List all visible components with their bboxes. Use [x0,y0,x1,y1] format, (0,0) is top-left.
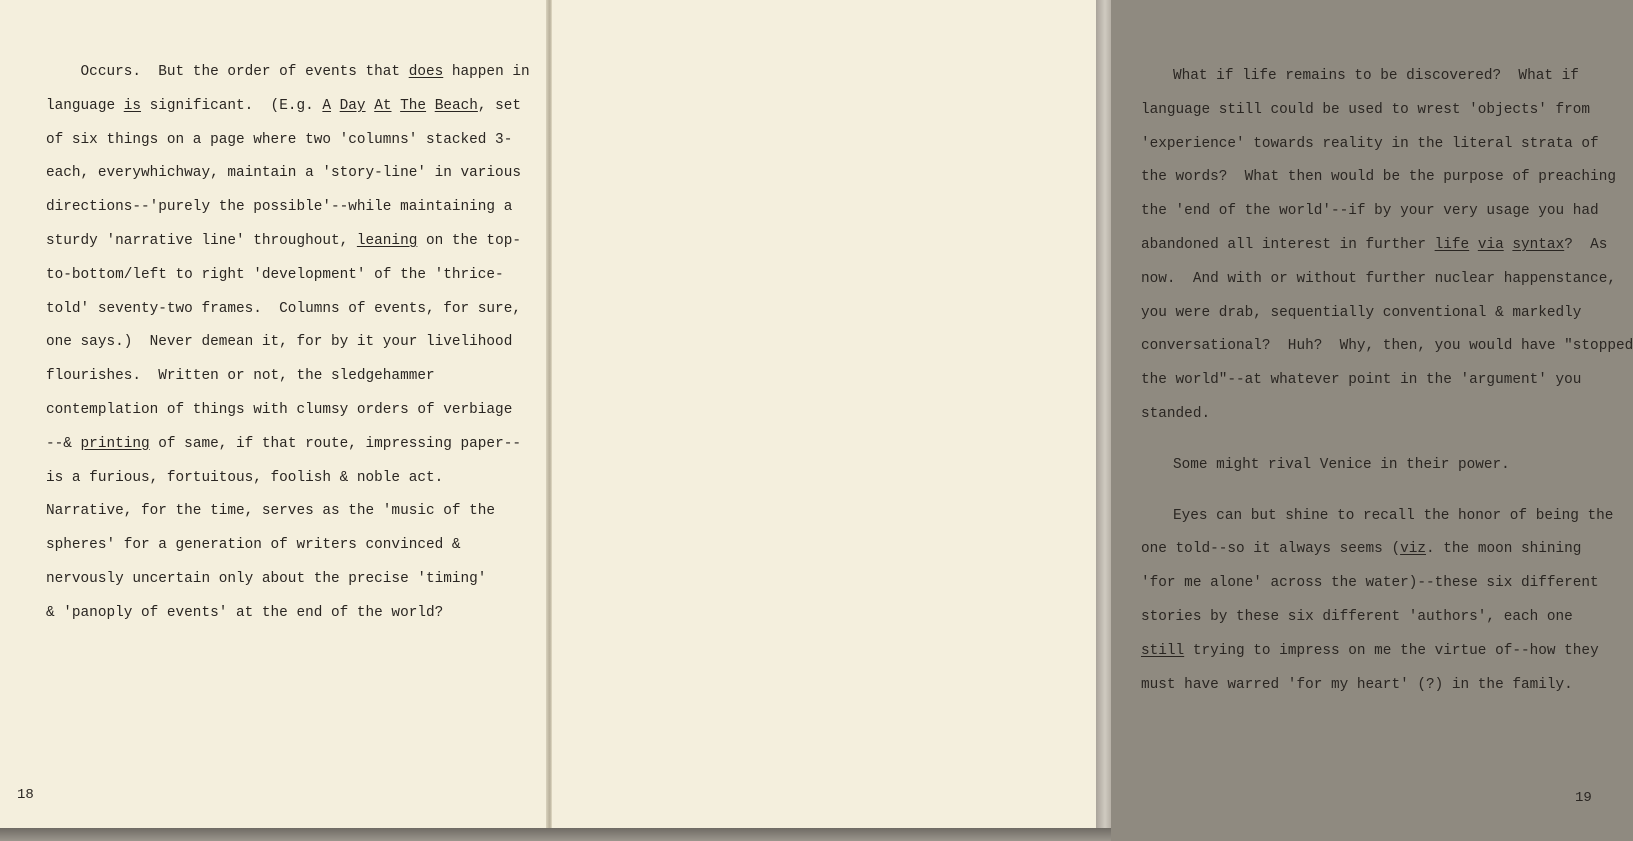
text-line [1141,128,1633,162]
underlined-word: viz [1400,541,1426,558]
underlined-word: is [123,97,142,114]
text-run: sturdy 'narrative line' throughout, [46,232,357,249]
text-line [46,597,530,631]
text-line [1141,297,1633,331]
underlined-word: leaning [356,232,418,249]
text-run: & 'panoply of events' at the end of the world? [46,604,444,621]
paragraph-gap [1141,483,1633,500]
text-run: nervously uncertain only about the precise 'timing' [46,570,487,587]
page-number-right: 19 [1575,790,1592,806]
text-run: 'experience' towards reality in the literal strata of [1141,135,1599,152]
text-run: contemplation of things with clumsy orders of verbiage [46,401,513,418]
underlined-word: Beach [434,97,478,114]
underlined-word: At [374,97,392,114]
right-page-text [1141,60,1633,702]
text-run: , set [477,97,522,114]
text-run [426,98,435,114]
page-edge [1096,0,1111,841]
text-run: Some might rival Venice in their power. [1173,456,1510,473]
text-run: the 'end of the world'--if by your very usage you had [1141,203,1599,220]
text-line [46,56,530,90]
text-run: told' seventy-two frames. Columns of events, for sure, [46,300,521,317]
text-run: ? As [1564,236,1608,253]
text-run: on the top- [417,232,521,249]
text-line [46,259,530,293]
book-bottom-edge [0,828,1111,841]
text-line [1141,161,1633,195]
text-line [46,529,530,563]
text-line [46,360,530,394]
text-run: happen in [443,64,530,80]
text-line [1141,449,1633,483]
text-run: standed. [1141,405,1211,422]
text-line [46,191,530,225]
text-line [46,462,530,496]
text-run: the world"--at whatever point in the 'argument' you [1141,372,1582,389]
text-run: one told--so it always seems ( [1141,541,1401,558]
text-run [1469,237,1478,253]
text-run: abandoned all interest in further [1141,236,1435,253]
underlined-word: still [1141,642,1185,659]
text-run: 'for me alone' across the water)--these six different [1141,575,1599,592]
right-page [551,0,1633,828]
text-run: . the moon shining [1426,541,1582,558]
text-line [1141,635,1633,669]
text-run: conversational? Huh? Why, then, you would have "stopped [1141,338,1633,355]
underlined-word: via [1477,236,1504,253]
text-line [1141,94,1633,128]
text-line [46,157,530,191]
text-line [1141,398,1633,432]
text-line [46,225,530,259]
text-run: the words? What then would be the purpose of preaching [1141,169,1616,186]
text-line [1141,533,1633,567]
underlined-word: A [322,97,332,114]
text-line [1141,669,1633,703]
text-run: language still could be used to wrest 'objects' from [1141,101,1591,118]
text-line [1141,500,1633,534]
text-run: of six things on a page where two 'columns' stacked 3- [46,131,513,148]
text-run: must have warred 'for my heart' (?) in the family. [1141,676,1573,693]
text-run: trying to impress on me the virtue of--how they [1184,642,1599,659]
text-run: Eyes can but shine to recall the honor of being the [1173,507,1614,524]
text-line [46,495,530,529]
underlined-word: life [1434,236,1470,253]
underlined-word: Day [339,97,366,114]
text-line [46,326,530,360]
underlined-word: syntax [1512,236,1565,253]
paragraph-gap [1141,432,1633,449]
left-page-text [46,56,530,631]
text-line [1141,330,1633,364]
text-line [46,90,530,124]
text-run: directions--'purely the possible'--while maintaining a [46,199,513,216]
text-line [46,563,530,597]
text-run [392,98,401,114]
text-line [1141,229,1633,263]
text-run: What if life remains to be discovered? What if [1173,68,1579,84]
text-run: spheres' for a generation of writers convinced & [46,537,461,554]
text-line [1141,195,1633,229]
text-line [46,394,530,428]
text-run: Narrative, for the time, serves as the 'music of the [46,503,496,520]
left-page [0,0,548,828]
text-line [46,428,530,462]
underlined-word: printing [80,435,150,452]
text-run: you were drab, sequentially conventional & markedly [1141,304,1582,321]
text-run: language [46,97,124,114]
text-run: Occurs. But the order of events that [46,64,409,80]
text-run [366,98,375,114]
text-run: flourishes. Written or not, the sledgehammer [46,368,435,385]
page-number-left: 18 [17,787,34,803]
underlined-word: The [400,97,427,114]
text-line [1141,263,1633,297]
text-run: to-bottom/left to right 'development' of the 'thrice- [46,266,504,283]
text-line [1141,364,1633,398]
text-run: is a furious, fortuitous, foolish & noble act. [46,469,444,486]
text-run: of same, if that route, impressing paper-- [149,435,521,452]
text-run: --& [46,435,81,452]
text-line [1141,601,1633,635]
text-line [46,293,530,327]
text-run: one says.) Never demean it, for by it your livelihood [46,334,513,351]
text-run: now. And with or without further nuclear happenstance, [1141,270,1616,287]
text-run: stories by these six different 'authors', each one [1141,608,1573,625]
text-line [1141,60,1633,94]
underlined-word: does [408,64,444,80]
text-line [1141,567,1633,601]
text-run: each, everywhichway, maintain a 'story-line' in various [46,165,521,182]
text-run: significant. (E.g. [141,97,323,114]
text-run [331,98,340,114]
text-line [46,124,530,158]
